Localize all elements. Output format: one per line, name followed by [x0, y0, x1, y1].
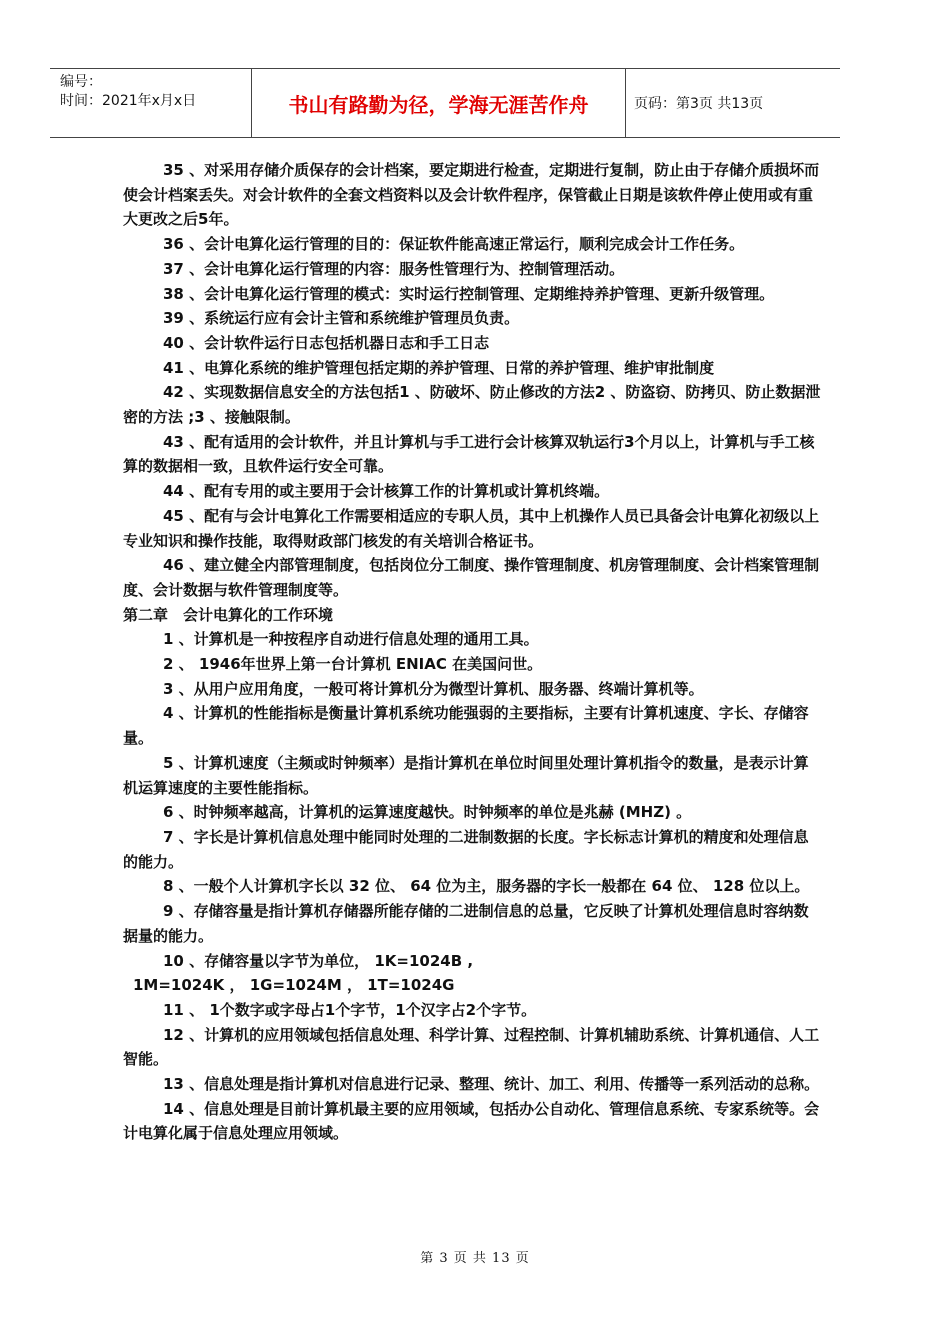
paragraph: 4 、计算机的性能指标是衡量计算机系统功能强弱的主要指标，主要有计算机速度、字长、存储容量。: [123, 704, 809, 748]
paragraph: 9 、存储容量是指计算机存储器所能存储的二进制信息的总量，它反映了计算机处理信息时容纳数据量的能力。: [123, 902, 809, 945]
paragraph: 12 、计算机的应用领域包括信息处理、科学计算、过程控制、计算机辅助系统、计算机通信、人工智能。: [123, 1025, 820, 1069]
header-page-info: 页码：第3页 共13页: [634, 96, 764, 112]
paragraph: 14 、信息处理是目前计算机最主要的应用领域，包括办公自动化、管理信息系统、专家系统等。会计电算化属于信息处理应用领域。: [123, 1099, 820, 1143]
paragraph: 1 、计算机是一种按程序自动进行信息处理的通用工具。: [163, 630, 539, 649]
header-motto: 书山有路勤为径，学海无涯苦作舟: [252, 69, 626, 137]
paragraph: 38 、会计电算化运行管理的模式：实时运行控制管理、定期维持养护管理、更新升级管理。: [163, 284, 775, 303]
paragraph: 42 、实现数据信息安全的方法包括1 、防破坏、防止修改的方法2 、防盗窃、防拷贝、防止数据泄密的方法 ;3 、接触限制。: [123, 383, 821, 427]
paragraph: 45 、配有与会计电算化工作需要相适应的专职人员，其中上机操作人员已具备会计电算化初级以上专业知识和操作技能，取得财政部门核发的有关培训合格证书。: [123, 506, 820, 550]
chapter-heading: 第二章 会计电算化的工作环境: [123, 605, 334, 624]
paragraph: 44 、配有专用的或主要用于会计核算工作的计算机或计算机终端。: [163, 482, 610, 501]
paragraph: 46 、建立健全内部管理制度，包括岗位分工制度、操作管理制度、机房管理制度、会计档案管理制度、会计数据与软件管理制度等。: [123, 556, 820, 599]
paragraph: 7 、字长是计算机信息处理中能同时处理的二进制数据的长度。字长标志计算机的精度和处理信息的能力。: [123, 827, 809, 871]
paragraph: 3 、从用户应用角度，一般可将计算机分为微型计算机、服务器、终端计算机等。: [163, 679, 704, 698]
paragraph: 1M=1024K ， 1G=1024M ， 1T=1024G: [133, 976, 455, 995]
number-label: 编号：: [60, 74, 102, 90]
paragraph: 2 、 1946年世界上第一台计算机 ENIAC 在美国问世。: [163, 655, 543, 674]
paragraph: 40 、会计软件运行日志包括机器日志和手工日志: [163, 333, 490, 352]
date-line: 时间：2021年x月x日: [60, 93, 197, 109]
paragraph: 6 、时钟频率越高，计算机的运算速度越快。时钟频率的单位是兆赫 (MHZ) 。: [163, 803, 692, 822]
paragraph: 37 、会计电算化运行管理的内容：服务性管理行为、控制管理活动。: [163, 259, 625, 278]
paragraph: 10 、存储容量以字节为单位， 1K=1024B ,: [163, 951, 474, 970]
paragraph: 39 、系统运行应有会计主管和系统维护管理员负责。: [163, 309, 520, 328]
paragraph: 11 、 1个数字或字母占1个字节，1个汉字占2个字节。: [163, 1000, 537, 1019]
paragraph: 5 、计算机速度（主频或时钟频率）是指计算机在单位时间里处理计算机指令的数量，是表示计算机运算速度的主要性能指标。: [123, 753, 809, 797]
paragraph: 35 、对采用存储介质保存的会计档案，要定期进行检查，定期进行复制，防止由于存储介质损坏而使会计档案丢失。对会计软件的全套文档资料以及会计软件程序，保管截止日期是该软件停止使用或有重大更改之后5年。: [123, 161, 820, 229]
page-footer: 第 3 页 共 13 页: [420, 1251, 530, 1266]
paragraph: 8 、一般个人计算机字长以 32 位、 64 位为主，服务器的字长一般都在 64 位、 128 位以上。: [163, 877, 810, 896]
paragraph: 13 、信息处理是指计算机对信息进行记录、整理、统计、加工、利用、传播等一系列活动的总称。: [163, 1075, 820, 1094]
paragraph: 43 、配有适用的会计软件，并且计算机与手工进行会计核算双轨运行3个月以上，计算机与手工核算的数据相一致，且软件运行安全可靠。: [123, 432, 815, 476]
paragraph: 41 、电算化系统的维护管理包括定期的养护管理、日常的养护管理、维护审批制度: [163, 358, 715, 377]
document-body: [123, 158, 823, 1146]
paragraph: 36 、会计电算化运行管理的目的：保证软件能高速正常运行，顺利完成会计工作任务。: [163, 235, 745, 254]
page-header: [50, 68, 840, 138]
header-meta: [50, 69, 252, 137]
